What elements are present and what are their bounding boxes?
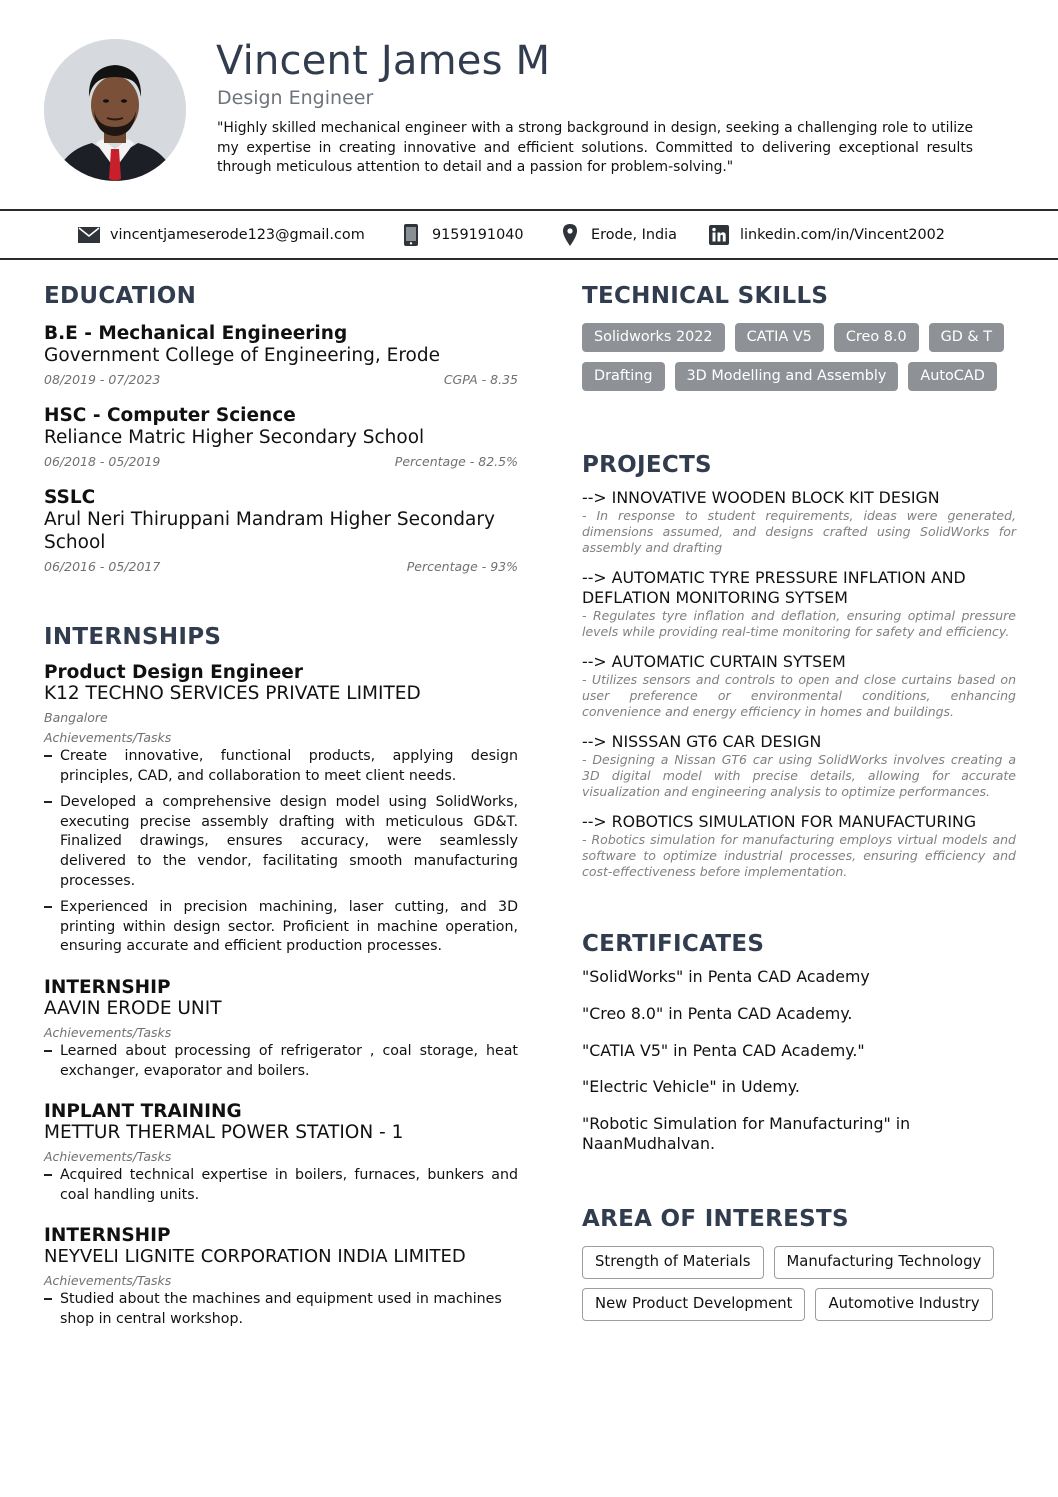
project-title: --> INNOVATIVE WOODEN BLOCK KIT DESIGN [582,488,940,507]
internship-title: Product Design Engineer [44,662,303,683]
internship-item [44,1101,518,1205]
skill-tag: GD & T [929,323,1004,352]
project-title: --> AUTOMATIC CURTAIN SYTSEM [582,652,846,671]
tasks-label: Achievements/Tasks [44,1149,172,1165]
project-item [582,812,1016,880]
internship-company: NEYVELI LIGNITE CORPORATION INDIA LIMITED [44,1246,466,1268]
task-item: Create innovative, functional products, applying design principles, CAD, and collaboration to meet client needs. [44,747,518,786]
skill-tag: 3D Modelling and Assembly [675,362,899,391]
envelope-icon [78,224,100,246]
project-title: --> ROBOTICS SIMULATION FOR MANUFACTURING [582,812,977,831]
education-heading: EDUCATION [44,283,197,309]
education-score: Percentage - 82.5% [394,454,518,469]
project-description: - In response to student requirements, ideas were generated, dimensions assumed, and designs crafted using SolidWorks for assembly and drafting [582,508,1016,555]
contact-location [559,211,677,258]
right-column [582,283,1016,1321]
task-list [44,1290,518,1329]
degree-title: SSLC [44,487,96,508]
internship-title: INTERNSHIP [44,1225,171,1247]
education-meta [44,454,518,469]
interest-tag: Manufacturing Technology [774,1246,995,1279]
interest-tag: Automotive Industry [815,1288,992,1321]
certificates-heading: CERTIFICATES [582,931,765,957]
project-item [582,732,1016,800]
internship-company: K12 TECHNO SERVICES PRIVATE LIMITED [44,683,421,704]
project-item [582,652,1016,720]
project-description: - Robotics simulation for manufacturing employs virtual models and software to optimize industrial processes, ensuring efficiency and cost-effectiveness before implementation. [582,832,1016,879]
resume-header [0,0,1058,210]
skill-tag: CATIA V5 [735,323,824,352]
email-text: vincentjameserode123@gmail.com [110,226,365,243]
internship-item [44,977,518,1081]
contact-phone[interactable] [400,211,524,258]
project-item [582,568,1016,640]
task-item: Acquired technical expertise in boilers, furnaces, bunkers and coal handling units. [44,1166,518,1205]
project-item [582,488,1016,556]
profile-summary: "Highly skilled mechanical engineer with a strong background in design, seeking a challenging role to utilize my expertise in creating innovative and efficient solutions. Committed to delivering exceptional results through meticulous attention to detail and a passion for problem-solving." [217,120,973,176]
interests-list [582,1246,1016,1321]
linkedin-text: linkedin.com/in/Vincent2002 [740,226,945,243]
certificate-item: "CATIA V5" in Penta CAD Academy." [582,1041,865,1060]
degree-title: B.E - Mechanical Engineering [44,323,348,344]
education-item [44,405,518,469]
education-meta [44,372,518,387]
task-item: Experienced in precision machining, laser cutting, and 3D printing within design sector. Proficient in machine operation, ensuring accurate and efficient production processes. [44,898,518,957]
internship-company: METTUR THERMAL POWER STATION - 1 [44,1122,404,1144]
tasks-label: Achievements/Tasks [44,1024,172,1040]
internship-location: Bangalore [44,710,108,725]
certificate-item: "Electric Vehicle" in Udemy. [582,1077,800,1096]
tasks-label: Achievements/Tasks [44,1273,172,1289]
education-item [44,487,518,574]
skills-heading: TECHNICAL SKILLS [582,283,829,309]
skill-tag: Drafting [582,362,665,391]
certificate-item: "Robotic Simulation for Manufacturing" in NaanMudhalvan. [582,1114,911,1153]
linkedin-icon [708,224,730,246]
skill-tag: Creo 8.0 [834,323,919,352]
skills-list [582,323,1016,391]
skill-tag: AutoCAD [908,362,996,391]
task-list [44,1166,518,1205]
internship-company: AAVIN ERODE UNIT [44,997,222,1019]
interest-tag: New Product Development [582,1288,805,1321]
degree-title: HSC - Computer Science [44,405,296,426]
profile-photo [44,39,186,181]
education-score: Percentage - 93% [406,559,518,574]
contact-email[interactable] [78,211,365,258]
education-meta [44,559,518,574]
internship-item [44,1225,518,1329]
certificate-list [582,967,1016,1154]
education-dates: 06/2018 - 05/2019 [44,454,161,469]
left-column [44,283,518,1330]
school-name: Reliance Matric Higher Secondary School [44,427,425,448]
contact-linkedin[interactable] [708,211,945,258]
interests-heading: AREA OF INTERESTS [582,1206,849,1232]
education-dates: 08/2019 - 07/2023 [44,372,161,387]
contact-bar [0,209,1058,260]
education-score: CGPA - 8.35 [443,372,518,387]
task-list [44,1042,518,1081]
school-name: Arul Neri Thiruppani Mandram Higher Secondary School [44,509,495,553]
location-pin-icon [559,224,581,246]
task-item: Developed a comprehensive design model using SolidWorks, executing precise assembly drafting with meticulous GD&T. Finalized drawings, ensures accuracy, were seamlessly delivered to the vendor, facilitating smooth manufacturing processes. [44,793,518,891]
internship-item [44,662,518,957]
candidate-name: Vincent James M [216,38,551,84]
task-item: Studied about the machines and equipment used in machines shop in central workshop. [44,1290,518,1329]
phone-icon [400,224,422,246]
internship-title: INPLANT TRAINING [44,1101,242,1123]
location-text: Erode, India [591,226,677,243]
task-item: Learned about processing of refrigerator , coal storage, heat exchanger, evaporator and boilers. [44,1042,518,1081]
tasks-label: Achievements/Tasks [44,730,172,745]
school-name: Government College of Engineering, Erode [44,345,440,366]
projects-heading: PROJECTS [582,452,712,478]
project-description: - Utilizes sensors and controls to open and close curtains based on user preference or environmental conditions, enhancing convenience and energy efficiency in homes and buildings. [582,672,1016,719]
task-list [44,747,518,957]
candidate-role: Design Engineer [217,87,374,109]
interest-tag: Strength of Materials [582,1246,764,1279]
skill-tag: Solidworks 2022 [582,323,725,352]
certificate-item: "Creo 8.0" in Penta CAD Academy. [582,1004,853,1023]
project-title: --> NISSSAN GT6 CAR DESIGN [582,732,822,751]
education-item [44,323,518,387]
education-dates: 06/2016 - 05/2017 [44,559,161,574]
internship-title: INTERNSHIP [44,976,171,998]
phone-text: 9159191040 [432,226,524,243]
certificate-item: "SolidWorks" in Penta CAD Academy [582,967,870,986]
project-title: --> AUTOMATIC TYRE PRESSURE INFLATION AND DEFLATION MONITORING SYTSEM [582,568,966,607]
internships-heading: INTERNSHIPS [44,624,222,650]
project-description: - Designing a Nissan GT6 car using SolidWorks involves creating a 3D digital model with precise details, allowing for accurate visualization and engineering analysis to optimize performances. [582,752,1016,799]
project-description: - Regulates tyre inflation and deflation, ensuring optimal pressure levels while providing real-time monitoring for safety and efficiency. [582,608,1016,639]
